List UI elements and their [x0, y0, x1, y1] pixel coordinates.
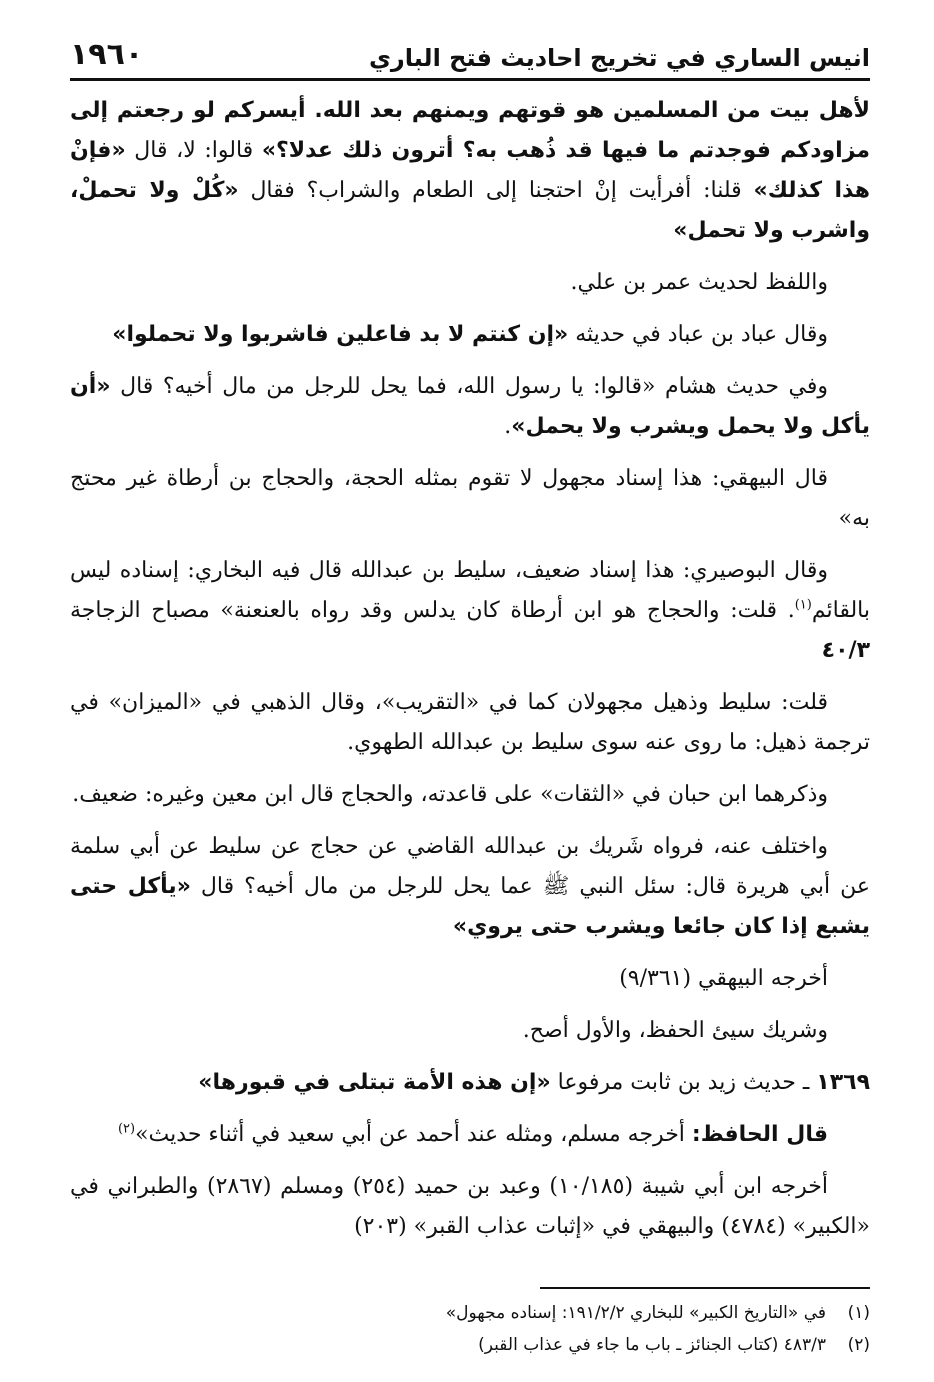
paragraph — [70, 775, 870, 815]
text-run: واختلف عنه، فرواه شَريك بن عبدالله القاضي عن حجاج عن سليط عن أبي سلمة عن أبي هريرة قال: سئل النبي ﷺ عما يحل للرجل من مال أخيه؟ قال — [70, 834, 871, 899]
footnotes — [70, 1297, 870, 1361]
header-rule — [70, 78, 870, 81]
footnote-rule — [540, 1287, 870, 1289]
text-run: وفي حديث هشام «قالوا: يا رسول الله، فما يحل للرجل من مال أخيه؟ قال — [110, 374, 828, 399]
footnote — [70, 1329, 870, 1361]
text-run: وقال عباد بن عباد في حديثه — [568, 322, 828, 347]
text-run: واللفظ لحديث عمر بن علي. — [570, 270, 828, 295]
paragraph — [70, 959, 870, 999]
footnote-marker: (١) — [794, 597, 812, 613]
footnote — [70, 1297, 870, 1329]
paragraph — [70, 551, 870, 671]
footnote-text: في «التاريخ الكبير» للبخاري ١٩١/٢/٢: إسناده مجهول» — [445, 1303, 826, 1323]
page-number: ١٩٦٠ — [70, 37, 144, 72]
text-run: . قلت: والحجاج هو ابن أرطاة كان يدلس وقد رواه بالعنعنة» مصباح الزجاجة — [70, 598, 795, 623]
paragraph — [70, 263, 870, 303]
text-run: قلنا: أفرأيت إنْ احتجنا إلى الطعام والشراب؟ فقال — [238, 178, 754, 203]
text-run: ـ حديث زيد بن ثابت مرفوعا — [550, 1070, 817, 1095]
footnote-text: ٤٨٣/٣ (كتاب الجنائز ـ باب ما جاء في عذاب القبر) — [478, 1335, 826, 1355]
bold-text: «فإنْ هذا كذلك» — [70, 138, 871, 203]
main-text — [70, 91, 870, 1247]
footnote-number: (١) — [847, 1303, 870, 1323]
paragraph — [70, 91, 870, 251]
paragraph — [70, 827, 870, 947]
paragraph — [70, 683, 870, 763]
text-run: وذكرهما ابن حبان في «الثقات» على قاعدته، والحجاج قال ابن معين وغيره: ضعيف. — [72, 782, 828, 807]
bold-text: «أن يأكل ولا يحمل ويشرب ولا يحمل» — [70, 374, 870, 439]
text-run: أخرجه مسلم، ومثله عند أحمد عن أبي سعيد في أثناء حديث» — [135, 1122, 692, 1147]
footnote-number: (٢) — [847, 1335, 870, 1355]
bold-text: ٤٠/٣ — [821, 638, 870, 663]
paragraph — [70, 1167, 870, 1247]
text-run: قلت: سليط وذهيل مجهولان كما في «التقريب»، وقال الذهبي في «الميزان» في ترجمة ذهيل: ما روى عنه سوى سليط بن عبدالله الطهوي. — [70, 690, 870, 755]
paragraph — [70, 367, 870, 447]
text-run: . — [504, 414, 512, 439]
paragraph — [70, 1115, 870, 1155]
text-run: وشريك سيئ الحفظ، والأول أصح. — [522, 1018, 828, 1043]
bold-text: «إن هذه الأمة تبتلى في قبورها» — [198, 1070, 551, 1095]
paragraph — [70, 1011, 870, 1051]
bold-text: «إن كنتم لا بد فاعلين فاشربوا ولا تحملوا» — [112, 322, 569, 347]
bold-text: «كُلْ ولا تحملْ، واشرب ولا تحمل» — [70, 178, 870, 243]
text-run: أخرجه ابن أبي شيبة (١٠/١٨٥) وعبد بن حميد (٢٥٤) ومسلم (٢٨٦٧) والطبراني في «الكبير» (٤٧٨٤) والبيهقي في «إثبات عذاب القبر» (٢٠٣) — [70, 1174, 870, 1239]
bold-text: ١٣٦٩ — [816, 1070, 870, 1095]
text-run: أخرجه البيهقي (٩/٣٦١) — [619, 966, 828, 991]
paragraph — [70, 1063, 870, 1103]
running-header — [70, 28, 870, 72]
book-page — [70, 28, 871, 1355]
text-run: وقال البوصيري: هذا إسناد ضعيف، سليط بن عبدالله قال فيه البخاري: إسناده ليس بالقائم — [70, 558, 870, 623]
paragraph — [70, 459, 870, 539]
text-run: قال البيهقي: هذا إسناد مجهول لا تقوم بمثله الحجة، والحجاج بن أرطاة غير محتج به» — [70, 466, 870, 531]
bold-text: «يأكل حتى يشبع إذا كان جائعا ويشرب حتى يروي» — [70, 874, 870, 939]
bold-text: لأهل بيت من المسلمين هو قوتهم ويمنهم بعد الله. أيسركم لو رجعتم إلى مزاودكم فوجدتم ما فيها قد ذُهب به؟ أترون ذلك عدلا؟» — [70, 98, 871, 163]
text-run: قالوا: لا، قال — [125, 138, 262, 163]
paragraph — [70, 315, 870, 355]
bold-text: قال الحافظ: — [691, 1122, 828, 1147]
footnote-marker: (٢) — [117, 1121, 136, 1137]
book-title: انيس الساري في تخريج احاديث فتح الباري — [368, 44, 870, 72]
